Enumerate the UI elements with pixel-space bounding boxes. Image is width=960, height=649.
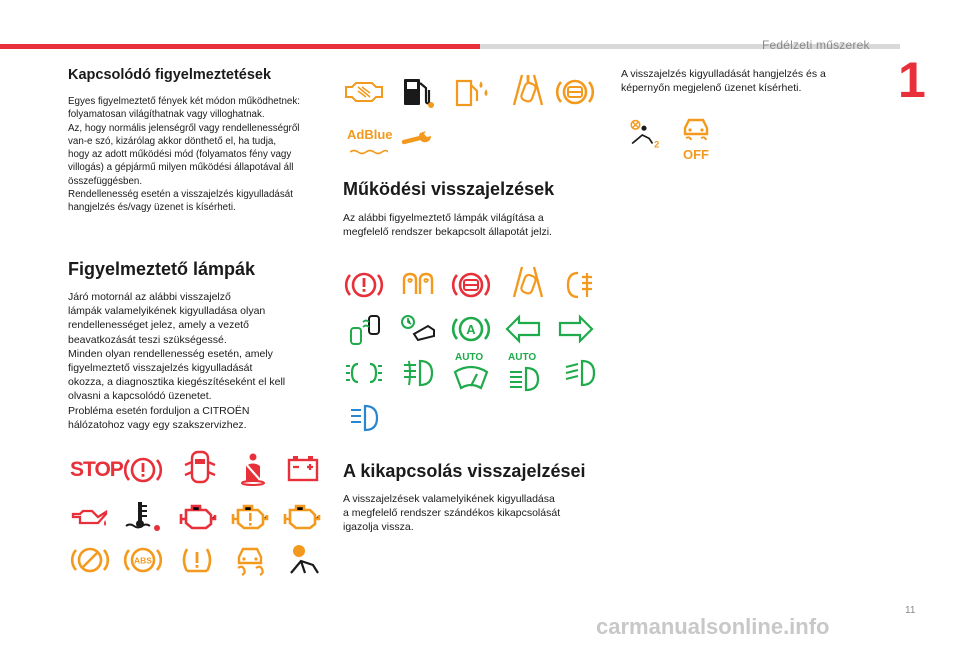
- engine-fault-red-icon: [178, 500, 218, 534]
- page-number: 11: [905, 605, 916, 616]
- brake-warning-icon: [123, 453, 163, 487]
- glow-plug-icon: [398, 268, 438, 302]
- fuel-low-icon: [396, 75, 436, 109]
- left-turn-indicator-icon: [503, 312, 543, 346]
- oil-pressure-icon: [70, 500, 110, 534]
- abs-icon: [123, 543, 163, 577]
- automatic-lighting-icon: [504, 364, 544, 398]
- stability-control-off-icon: [676, 116, 716, 150]
- fuel-water-icon: [451, 75, 491, 109]
- stability-control-icon: [230, 543, 270, 577]
- header-red-bar: [0, 44, 480, 49]
- wrench-icon: [398, 122, 438, 156]
- parking-brake-icon: [344, 268, 384, 302]
- dipped-beam-icon: [560, 356, 600, 390]
- adblue-wave: [350, 142, 388, 148]
- auto-lighting-label: AUTO: [508, 352, 537, 363]
- sidelights-icon: [344, 356, 384, 390]
- related-warnings-heading: Kapcsolódó figyelmeztetések: [68, 67, 272, 83]
- adblue-icon: AdBlue: [347, 127, 393, 142]
- tyre-pressure-icon: [177, 543, 217, 577]
- blind-spot-icon: [347, 312, 387, 346]
- warning-lamps-text: Járó motornál az alábbi visszajelző lámpák valamelyikének kigyulladása olyan rendellenességet jelez, amely a vezető beavatkozását teszi szükségessé. Minden olyan rendellenesség esetén, amely figyelmeztető visszajelzés kigyulladását okozza, a diagnosztika kiegészítéseként el kell olvasni a kapcsolódó üzenetet. Probléma esetén forduljon a CITROËN hálózatohoz vagy egy szakszervizhez.: [68, 291, 286, 431]
- electric-parking-brake-icon: [451, 268, 491, 302]
- lane-assist-icon: [508, 265, 548, 299]
- coolant-temperature-icon: [122, 500, 162, 534]
- airbag-icon: [283, 543, 323, 577]
- engine-fault-orange-icon: [230, 500, 270, 534]
- front-fog-lamp-icon: [398, 356, 438, 390]
- auto-hold-icon: [451, 312, 491, 346]
- auto-wiper-label: AUTO: [455, 352, 484, 363]
- warning-lamps-heading: Figyelmeztető lámpák: [68, 259, 256, 279]
- deactivation-lamps-heading: A kikapcsolás visszajelzései: [343, 461, 586, 481]
- off-label: OFF: [683, 147, 709, 162]
- passenger-airbag-off-number: 2: [654, 139, 660, 150]
- automatic-wipers-icon: [451, 364, 491, 398]
- speed-limiter-icon: [398, 312, 438, 346]
- column3-text: A visszajelzés kigyulladását hangjelzés és a képernyőn megjelenő üzenet kísérheti.: [621, 68, 826, 95]
- operation-lamps-text: Az alábbi figyelmeztető lámpák világítása a megfelelő rendszer bekapcsolt állapotát jelzi.: [343, 212, 552, 239]
- related-warnings-text: Egyes figyelmeztető fények két módon működhetnek: folyamatosan világíthatnak vagy villoghatnak. Az, hogy normális jelenségről vagy rendellenességről van-e szó, kizárólag akkor dönthető el, ha tudja, hogy az adott működési mód (folyamatos fény vagy villogás) a gépjármű milyen működési állapotával áll összefüggésben. Rendellenesség esetén a visszajelzés kigyulladását hangjelzés és/vagy üzenet is kísérheti.: [68, 96, 300, 214]
- svg-text:ABS: ABS: [134, 555, 152, 566]
- section-title: Fedélzeti műszerek: [762, 38, 870, 52]
- right-turn-indicator-icon: [556, 312, 596, 346]
- stop-icon: STOP: [70, 458, 123, 481]
- lane-departure-icon: [508, 73, 548, 107]
- particle-filter-icon: [344, 75, 384, 109]
- chapter-number: 1: [898, 52, 926, 108]
- deactivation-lamps-text: A visszajelzések valamelyikének kigyulladása a megfelelő rendszer szándékos kikapcsolását igazolja vissza.: [343, 493, 561, 534]
- steering-wheel-icon: [70, 543, 110, 577]
- operation-lamps-heading: Működési visszajelzések: [343, 179, 555, 199]
- door-open-icon: [180, 450, 220, 484]
- svg-text:A: A: [466, 322, 476, 337]
- seatbelt-icon: [232, 452, 272, 486]
- passenger-airbag-off-icon: [624, 118, 664, 158]
- battery-icon: [283, 452, 323, 486]
- service-brake-icon: [555, 75, 595, 109]
- main-beam-icon: [347, 401, 387, 435]
- watermark: carmanualsonline.info: [596, 614, 830, 639]
- engine-diagnostic-icon: [282, 500, 322, 534]
- rear-fog-lamp-icon: [560, 268, 600, 302]
